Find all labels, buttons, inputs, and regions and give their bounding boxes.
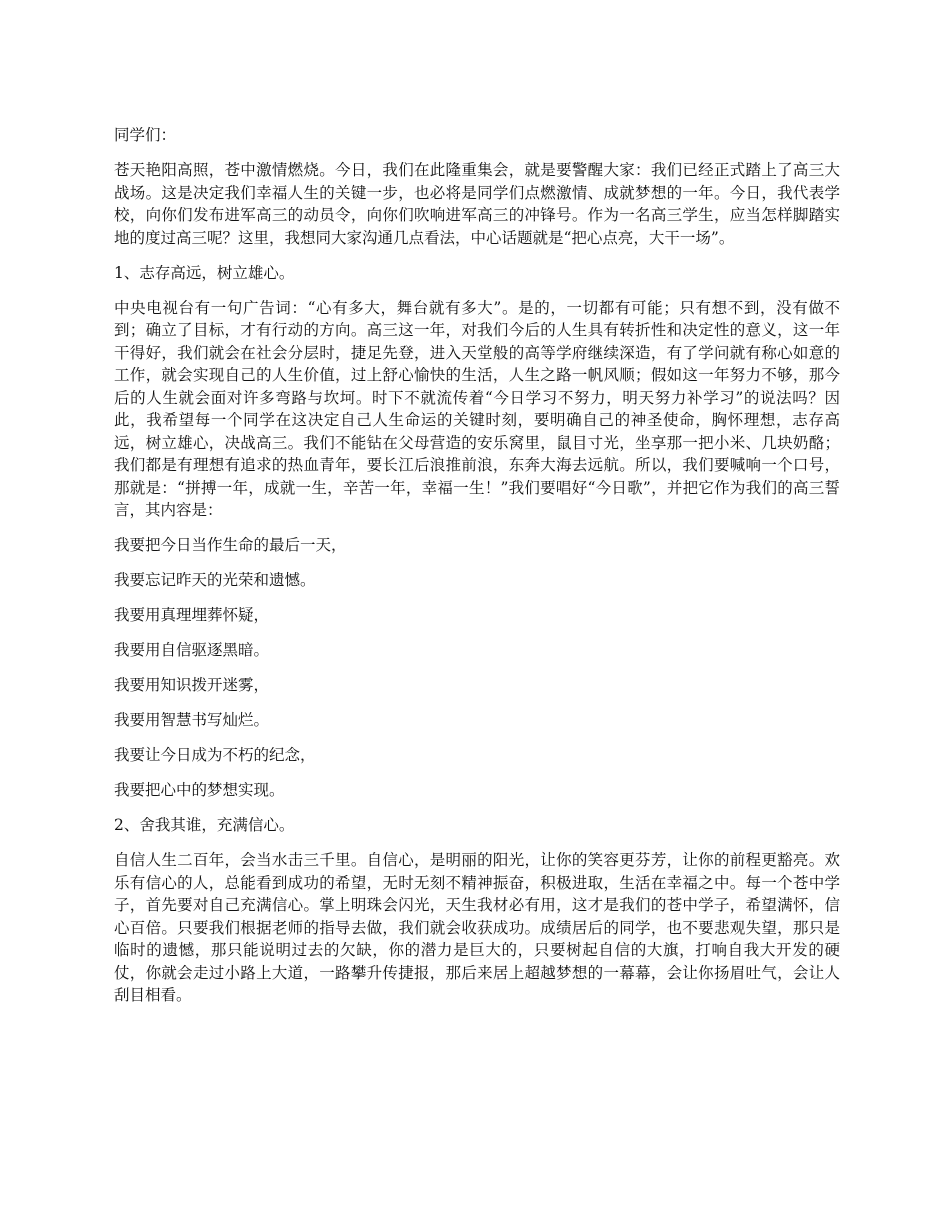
salutation: 同学们：: [114, 126, 177, 144]
document-body: [114, 124, 840, 1019]
oath-line: 我要把今日当作生命的最后一天，: [114, 536, 347, 554]
oath-line: 我要忘记昨天的光荣和遗憾。: [114, 571, 316, 589]
oath-line: 我要把心中的梦想实现。: [114, 781, 285, 799]
oath-line: 我要用真理埋葬怀疑，: [114, 606, 270, 624]
oath-line: 我要让今日成为不朽的纪念，: [114, 746, 316, 764]
oath-line: 我要用自信驱逐黑暗。: [114, 641, 270, 659]
section-paragraph-1: 中央电视台有一句广告词：“心有多大，舞台就有多大”。是的，一切都有可能；只有想不到，没有做不到；确立了目标，才有行动的方向。高三这一年，对我们今后的人生具有转折性和决定性的意义，这一年干得好，我们就会在社会分层时，捷足先登，进入天堂般的高等学府继续深造，有了学问就有称心如意的工作，就会实现自己的人生价值，过上舒心愉快的生活，人生之路一帆风顺；假如这一年努力不够，那今后的人生就会面对许多弯路与坎坷。时下不就流传着“今日学习不努力，明天努力补学习”的说法吗？因此，我希望每一个同学在这决定自己人生命运的关键时刻，要明确自己的神圣使命，胸怀理想，志存高远，树立雄心，决战高三。我们不能钻在父母营造的安乐窝里，鼠目寸光，坐享那一把小米、几块奶酪；我们都是有理想有追求的热血青年，要长江后浪推前浪，东奔大海去远航。所以，我们要喊响一个口号，那就是：“拼搏一年，成就一生，辛苦一年，幸福一生！”我们要唱好“今日歌”，并把它作为我们的高三誓言，其内容是：: [114, 298, 840, 519]
oath-line: 我要用智慧书写灿烂。: [114, 711, 270, 729]
section-heading-1: 1、志存高远，树立雄心。: [114, 263, 295, 282]
intro-paragraph: 苍天艳阳高照，苍中激情燃烧。今日，我们在此隆重集会，就是要警醒大家：我们已经正式踏上了高三大战场。这是决定我们幸福人生的关键一步，也必将是同学们点燃激情、成就梦想的一年。今日，我代表学校，向你们发布进军高三的动员令，向你们吹响进军高三的冲锋号。作为一名高三学生，应当怎样脚踏实地的度过高三呢？这里，我想同大家沟通几点看法，中心话题就是“把心点亮，大干一场”。: [114, 161, 840, 247]
oath-line: 我要用知识拨开迷雾，: [114, 676, 270, 694]
section-paragraph-2: 自信人生二百年，会当水击三千里。自信心，是明丽的阳光，让你的笑容更芬芳，让你的前程更豁亮。欢乐有信心的人，总能看到成功的希望，无时无刻不精神振奋，积极进取，生活在幸福之中。每一个苍中学子，首先要对自己充满信心。掌上明珠会闪光，天生我材必有用，这才是我们的苍中学子，希望满怀，信心百倍。只要我们根据老师的指导去做，我们就会收获成功。成绩居后的同学，也不要悲观失望，那只是临时的遗憾，那只能说明过去的欠缺，你的潜力是巨大的，只要树起自信的大旗，打响自我大开发的硬仗，你就会走过小路上大道，一路攀升传捷报，那后来居上超越梦想的一幕幕，会让你扬眉吐气，会让人刮目相看。: [114, 851, 840, 1004]
section-heading-2: 2、舍我其谁，充满信心。: [114, 816, 295, 834]
